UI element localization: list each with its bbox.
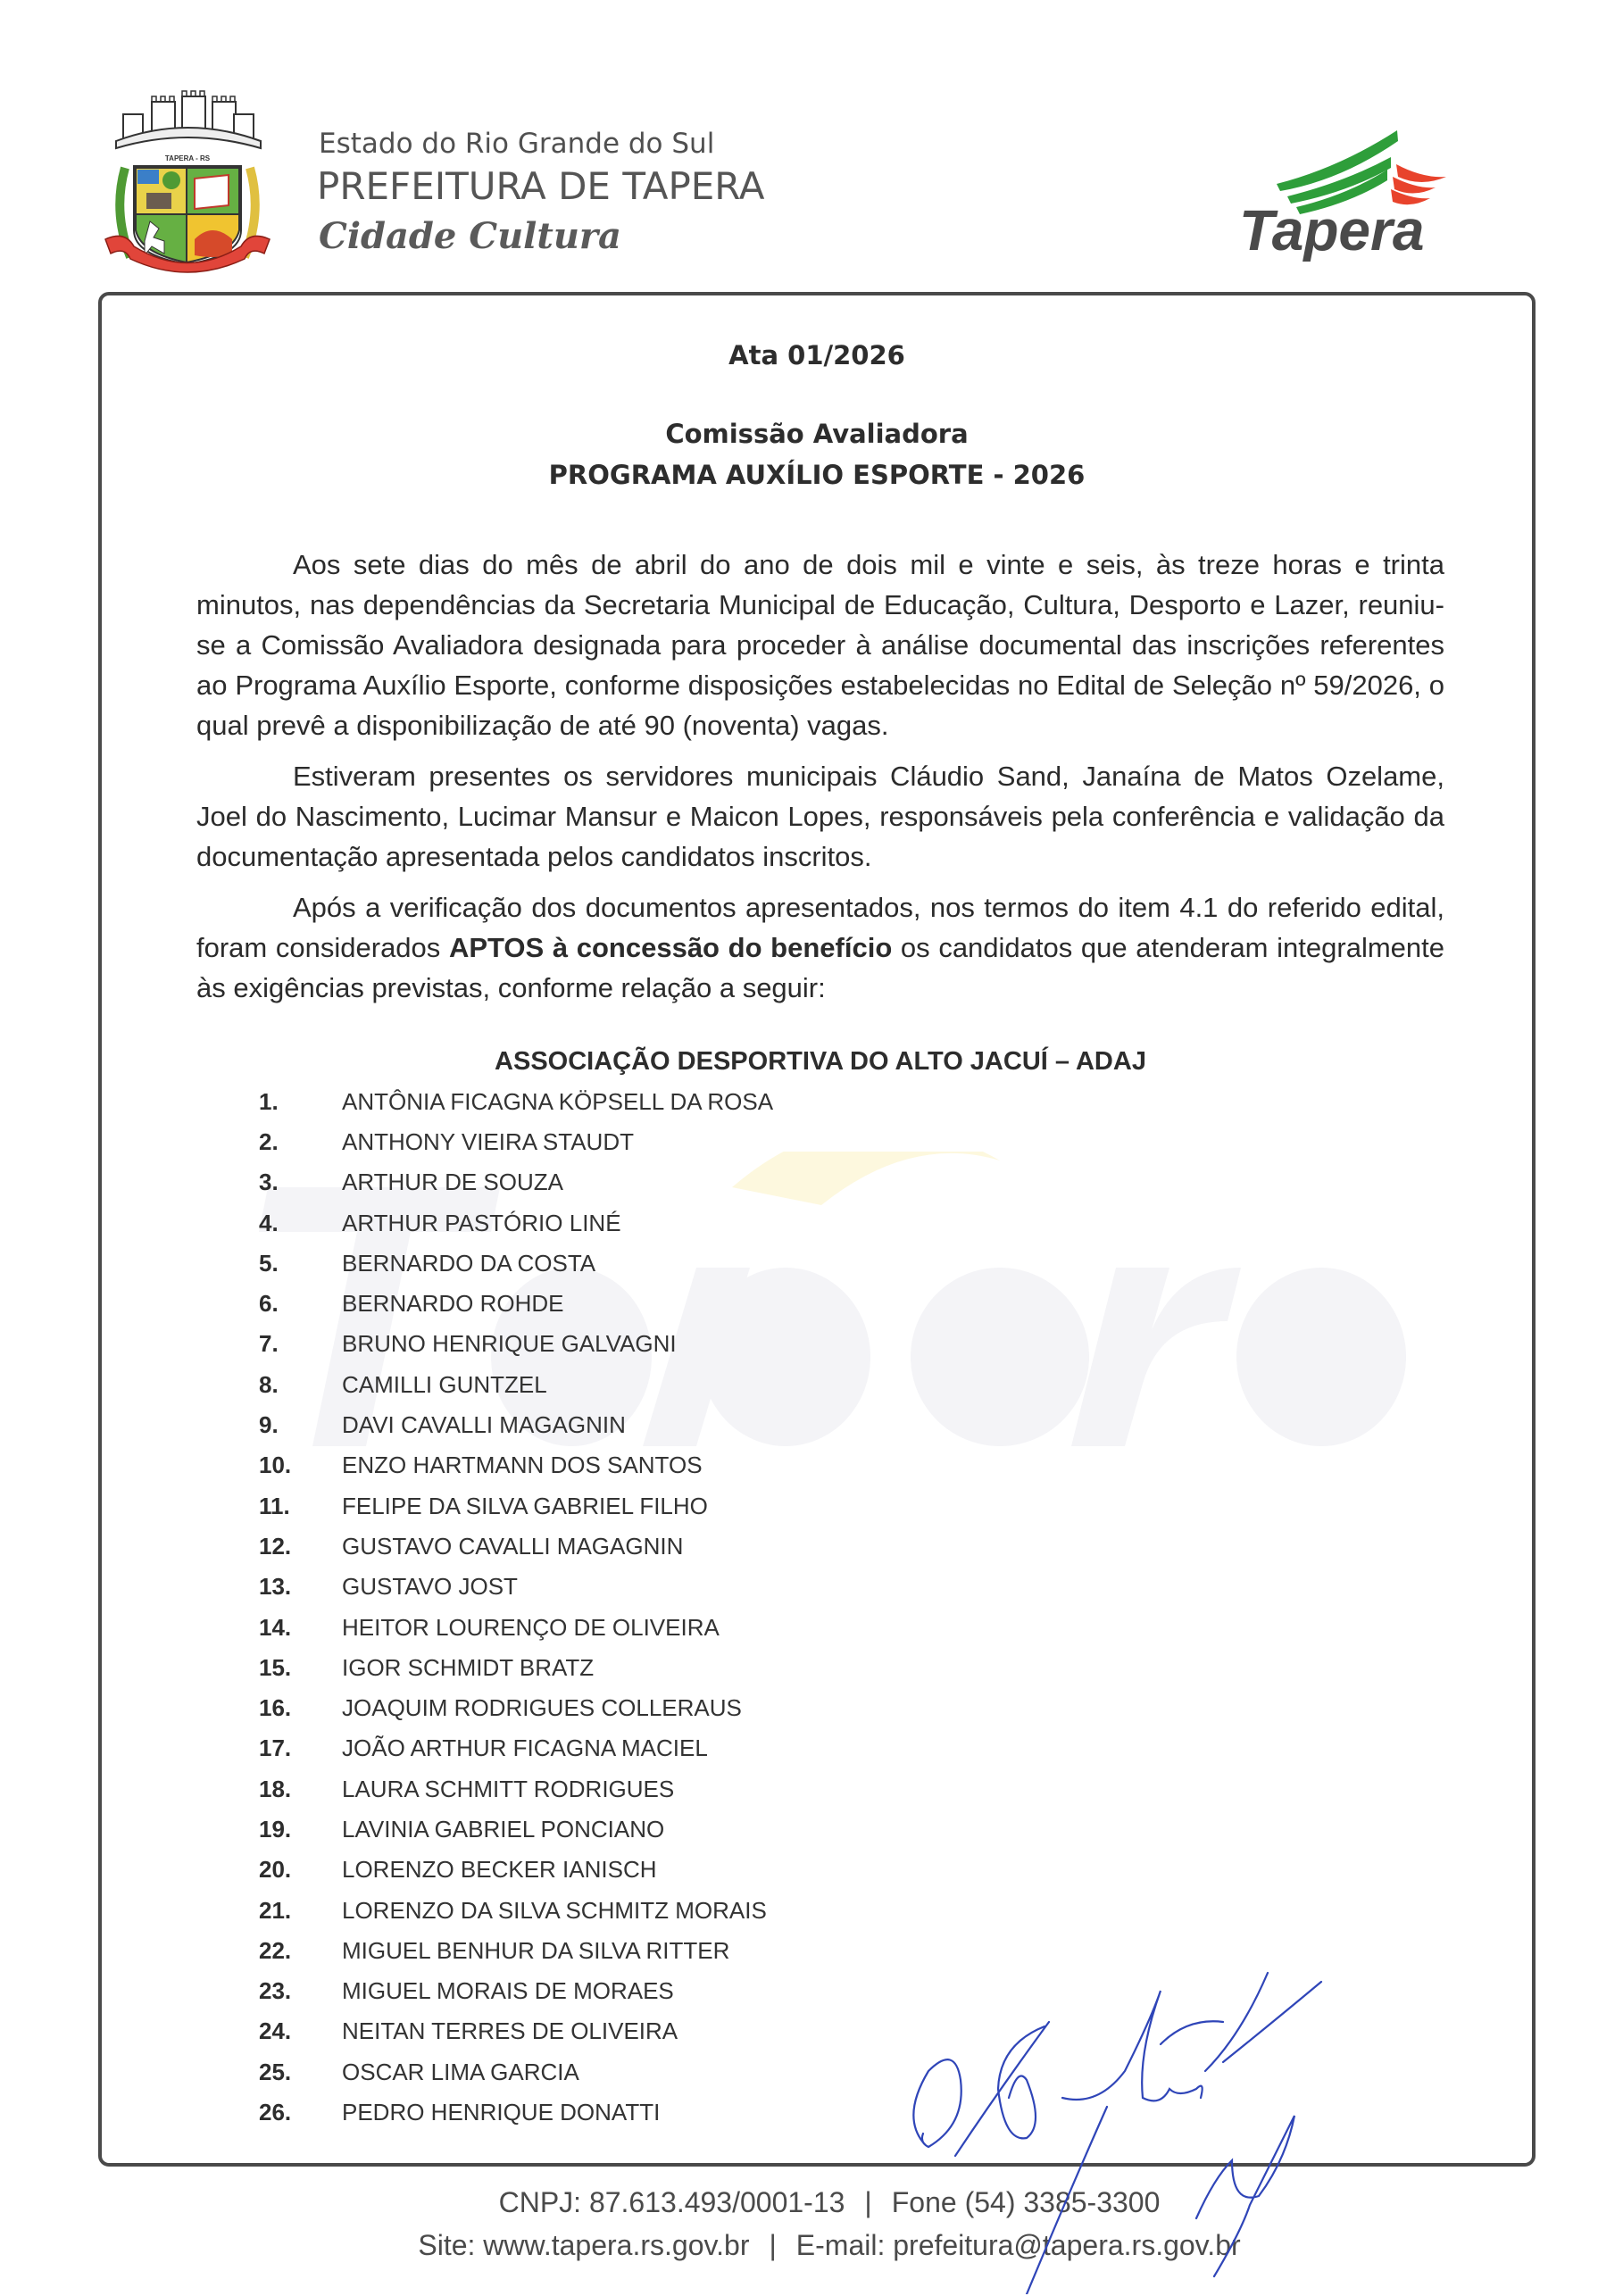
document-title: Ata 01/2026: [728, 340, 905, 370]
list-item-name: LAURA SCHMITT RODRIGUES: [342, 1775, 675, 1802]
list-item-name: BERNARDO ROHDE: [342, 1290, 564, 1318]
footer-separator: |: [769, 2229, 777, 2261]
list-item-name: BRUNO HENRIQUE GALVAGNI: [342, 1330, 677, 1358]
paragraph-result-end: os candidatos que atenderam integralmente às exigências previstas, conforme relação a seguir:: [196, 932, 1444, 1003]
list-item: [259, 1850, 1444, 1890]
list-item: [259, 1081, 1444, 1121]
list-item-number: 14.: [259, 1613, 292, 1641]
list-item-number: 2.: [259, 1127, 279, 1155]
list-item-number: 9.: [259, 1411, 279, 1439]
list-heading: ASSOCIAÇÃO DESPORTIVA DO ALTO JACUÍ – ADAJ: [495, 1047, 1146, 1076]
list-item-name: LAVINIA GABRIEL PONCIANO: [342, 1815, 665, 1843]
list-item: [259, 1364, 1444, 1404]
list-item-name: FELIPE DA SILVA GABRIEL FILHO: [342, 1492, 708, 1519]
document-body: [196, 545, 1444, 2133]
list-item-name: NEITAN TERRES DE OLIVEIRA: [342, 2017, 678, 2045]
list-item-number: 1.: [259, 1087, 279, 1115]
list-item-name: BERNARDO DA COSTA: [342, 1249, 596, 1277]
list-item-number: 4.: [259, 1209, 279, 1236]
coat-of-arms-label: TAPERA - RS: [164, 154, 211, 162]
list-item-name: ANTÔNIA FICAGNA KÖPSELL DA ROSA: [342, 1087, 774, 1115]
program-heading: PROGRAMA AUXÍLIO ESPORTE - 2026: [548, 460, 1086, 490]
list-item-name: HEITOR LOURENÇO DE OLIVEIRA: [342, 1613, 720, 1641]
list-item: [259, 1162, 1444, 1202]
list-item-number: 23.: [259, 1977, 292, 2005]
header-prefecture: PREFEITURA DE TAPERA: [317, 164, 765, 208]
list-item-number: 18.: [259, 1775, 292, 1802]
list-item-number: 17.: [259, 1734, 292, 1762]
list-item-number: 16.: [259, 1694, 292, 1722]
list-item-name: LORENZO BECKER IANISCH: [342, 1856, 657, 1884]
list-item-number: 11.: [259, 1492, 290, 1519]
list-item-number: 21.: [259, 1896, 292, 1924]
list-item-name: JOAQUIM RODRIGUES COLLERAUS: [342, 1694, 742, 1722]
list-item: [259, 1485, 1444, 1526]
list-item: [259, 1283, 1444, 1323]
list-item-name: ARTHUR PASTÓRIO LINÉ: [342, 1209, 621, 1236]
header-motto: Cidade Cultura: [319, 215, 621, 257]
list-item: [259, 1121, 1444, 1161]
list-item-name: IGOR SCHMIDT BRATZ: [342, 1653, 595, 1681]
paragraph-result-bold: APTOS à concessão do benefício: [448, 932, 893, 963]
footer-phone: Fone (54) 3385-3300: [891, 2186, 1161, 2218]
list-item: [259, 1768, 1444, 1809]
list-item-number: 22.: [259, 1936, 292, 1964]
list-item-name: MIGUEL MORAIS DE MORAES: [342, 1977, 674, 2005]
list-item-number: 13.: [259, 1573, 292, 1601]
logo-text: Tapera: [1239, 198, 1425, 262]
list-item-number: 6.: [259, 1290, 279, 1318]
list-item-name: JOÃO ARTHUR FICAGNA MACIEL: [342, 1734, 708, 1762]
list-item-number: 25.: [259, 2058, 292, 2085]
list-item-name: CAMILLI GUNTZEL: [342, 1370, 547, 1398]
list-item: [259, 1890, 1444, 1930]
coat-of-arms-icon: [98, 87, 277, 275]
list-item: [259, 1809, 1444, 1849]
list-item: [259, 1324, 1444, 1364]
list-item-name: OSCAR LIMA GARCIA: [342, 2058, 579, 2085]
list-item-number: 15.: [259, 1653, 292, 1681]
list-item-name: PEDRO HENRIQUE DONATTI: [342, 2099, 661, 2126]
footer-separator: |: [864, 2186, 872, 2218]
list-item-name: LORENZO DA SILVA SCHMITZ MORAIS: [342, 1896, 767, 1924]
list-item-name: DAVI CAVALLI MAGAGNIN: [342, 1411, 626, 1439]
list-item-name: GUSTAVO CAVALLI MAGAGNIN: [342, 1532, 684, 1560]
footer-email-link[interactable]: E-mail: prefeitura@tapera.rs.gov.br: [795, 2229, 1241, 2261]
list-item: [259, 1607, 1444, 1647]
tapera-logo: [1232, 105, 1491, 262]
list-item: [259, 1526, 1444, 1566]
list-item: [259, 1687, 1444, 1727]
signatures: [893, 1964, 1607, 2294]
footer-cnpj: CNPJ: 87.613.493/0001-13: [498, 2186, 845, 2218]
list-item: [259, 1445, 1444, 1485]
list-item-number: 26.: [259, 2099, 292, 2126]
list-item-name: MIGUEL BENHUR DA SILVA RITTER: [342, 1936, 730, 1964]
list-item-number: 19.: [259, 1815, 292, 1843]
list-item-number: 20.: [259, 1856, 292, 1884]
list-item: [259, 1202, 1444, 1243]
list-item-number: 5.: [259, 1249, 279, 1277]
paragraph-result-start: Após a verificação dos documentos apresentados, nos termos do item 4.1 do referido edital, foram considerados: [196, 892, 1444, 963]
list-item-name: ENZO HARTMANN DOS SANTOS: [342, 1452, 703, 1479]
list-item-name: GUSTAVO JOST: [342, 1573, 518, 1601]
list-item: [259, 1243, 1444, 1283]
paragraph-opening: Aos sete dias do mês de abril do ano de dois mil e vinte e seis, às treze horas e trinta minutos, nas dependências da Secretaria Municipal de Educação, Cultura, Desporto e Lazer, reuniu-se a Comissão Avaliadora designada para proceder à análise documental das inscrições referentes ao Programa Auxílio Esporte, conforme disposições estabelecidas no Edital de Seleção nº 59/2026, o qual prevê a disponibilização de até 90 (noventa) vagas.: [196, 549, 1444, 741]
paragraph-attendees: Estiveram presentes os servidores municipais Cláudio Sand, Janaína de Matos Ozelame, Joel do Nascimento, Lucimar Mansur e Maicon Lopes, responsáveis pela conferência e validação da documentação apresentada pelos candidatos inscritos.: [196, 761, 1444, 872]
list-item: [259, 1404, 1444, 1444]
committee-heading: Comissão Avaliadora: [665, 419, 969, 449]
list-item-number: 8.: [259, 1370, 279, 1398]
list-item: [259, 1647, 1444, 1687]
list-item: [259, 1567, 1444, 1607]
list-item: [259, 1728, 1444, 1768]
list-item-number: 24.: [259, 2017, 292, 2045]
paragraph-result: [196, 887, 1444, 1008]
list-item-number: 10.: [259, 1452, 292, 1479]
header-state: Estado do Rio Grande do Sul: [319, 128, 715, 160]
list-item-number: 7.: [259, 1330, 279, 1358]
list-item-name: ANTHONY VIEIRA STAUDT: [342, 1127, 634, 1155]
list-item-name: ARTHUR DE SOUZA: [342, 1169, 563, 1196]
list-item-number: 12.: [259, 1532, 292, 1560]
footer-site-link[interactable]: Site: www.tapera.rs.gov.br: [418, 2229, 750, 2261]
list-item-number: 3.: [259, 1169, 279, 1196]
